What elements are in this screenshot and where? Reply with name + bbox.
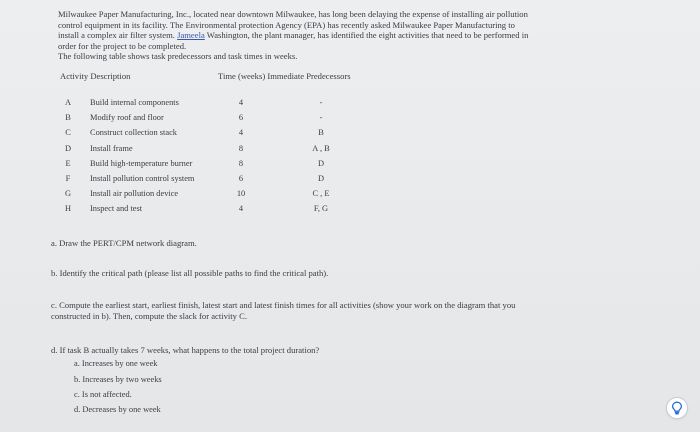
intro-line: The following table shows task predecessors and task times in weeks.: [58, 51, 298, 62]
activity-cell: A: [64, 98, 72, 107]
predecessor-cell: B: [318, 128, 324, 138]
description-cell: Modify roof and floor: [90, 113, 164, 123]
answer-option-c: c. Is not affected.: [74, 390, 132, 399]
description-cell: Install pollution control system: [90, 173, 195, 183]
time-cell: 8: [238, 158, 244, 168]
description-cell: Build internal components: [90, 98, 179, 107]
time-cell: 10: [236, 189, 246, 199]
intro-line: control equipment in its facility. The Environmental protection Agency (EPA) has recently asked Milwaukee Paper Manufacturing to: [58, 19, 515, 30]
intro-line: Milwaukee Paper Manufacturing, Inc., located near downtown Milwaukee, has long been delaying the expense of installing air pollution: [58, 9, 528, 19]
table-header-time-predecessors: Time (weeks) Immediate Predecessors: [218, 71, 351, 81]
activity-cell: D: [64, 143, 72, 153]
question-c-line: c. Compute the earliest start, earliest finish, latest start and latest finish times for all activities (show your work on the diagram that you: [51, 300, 516, 310]
plant-manager-name: Jameela: [177, 30, 205, 41]
intro-line: order for the project to be completed.: [58, 40, 187, 51]
time-cell: 4: [238, 98, 244, 107]
predecessor-cell: -: [319, 98, 323, 107]
time-cell: 4: [238, 204, 244, 214]
description-cell: Inspect and test: [90, 204, 143, 214]
predecessor-cell: A , B: [312, 143, 330, 153]
time-cell: 8: [238, 143, 244, 153]
description-cell: Install air pollution device: [90, 189, 179, 199]
question-b: b. Identify the critical path (please list all possible paths to find the critical path).: [51, 268, 329, 278]
time-cell: 4: [238, 128, 244, 138]
description-cell: Install frame: [90, 143, 133, 153]
help-button[interactable]: [666, 397, 688, 419]
predecessor-cell: -: [319, 113, 323, 123]
table-header-activity: Activity Description: [60, 71, 131, 81]
intro-line: [58, 30, 614, 41]
description-cell: Build high-temperature burner: [90, 158, 193, 168]
activity-cell: H: [64, 204, 72, 214]
predecessor-cell: D: [317, 173, 325, 183]
predecessor-cell: F, G: [313, 204, 329, 214]
time-cell: 6: [238, 113, 244, 123]
answer-option-d: d. Decreases by one week: [74, 405, 161, 414]
question-d: d. If task B actually takes 7 weeks, what happens to the total project duration?: [51, 345, 320, 355]
answer-option-a: a. Increases by one week: [74, 359, 158, 368]
description-cell: Construct collection stack: [90, 128, 177, 138]
answer-option-b: b. Increases by two weeks: [74, 375, 162, 384]
activity-cell: G: [64, 189, 72, 199]
time-cell: 6: [238, 173, 244, 183]
activity-cell: B: [65, 113, 71, 123]
activity-cell: F: [65, 173, 71, 183]
intro-text: install a complex air filter system.: [58, 30, 178, 41]
activity-cell: C: [65, 128, 71, 138]
activity-cell: E: [65, 158, 71, 168]
problem-intro: [58, 9, 614, 62]
lightbulb-icon: [671, 401, 683, 415]
predecessor-cell: C , E: [312, 189, 330, 199]
question-c-line: constructed in b). Then, compute the slack for activity C.: [51, 310, 248, 321]
question-c: [51, 300, 515, 322]
question-a: a. Draw the PERT/CPM network diagram.: [51, 238, 197, 248]
predecessor-cell: D: [317, 158, 325, 168]
intro-text: Washington, the plant manager, has identified the eight activities that need to be performed in: [204, 30, 529, 41]
